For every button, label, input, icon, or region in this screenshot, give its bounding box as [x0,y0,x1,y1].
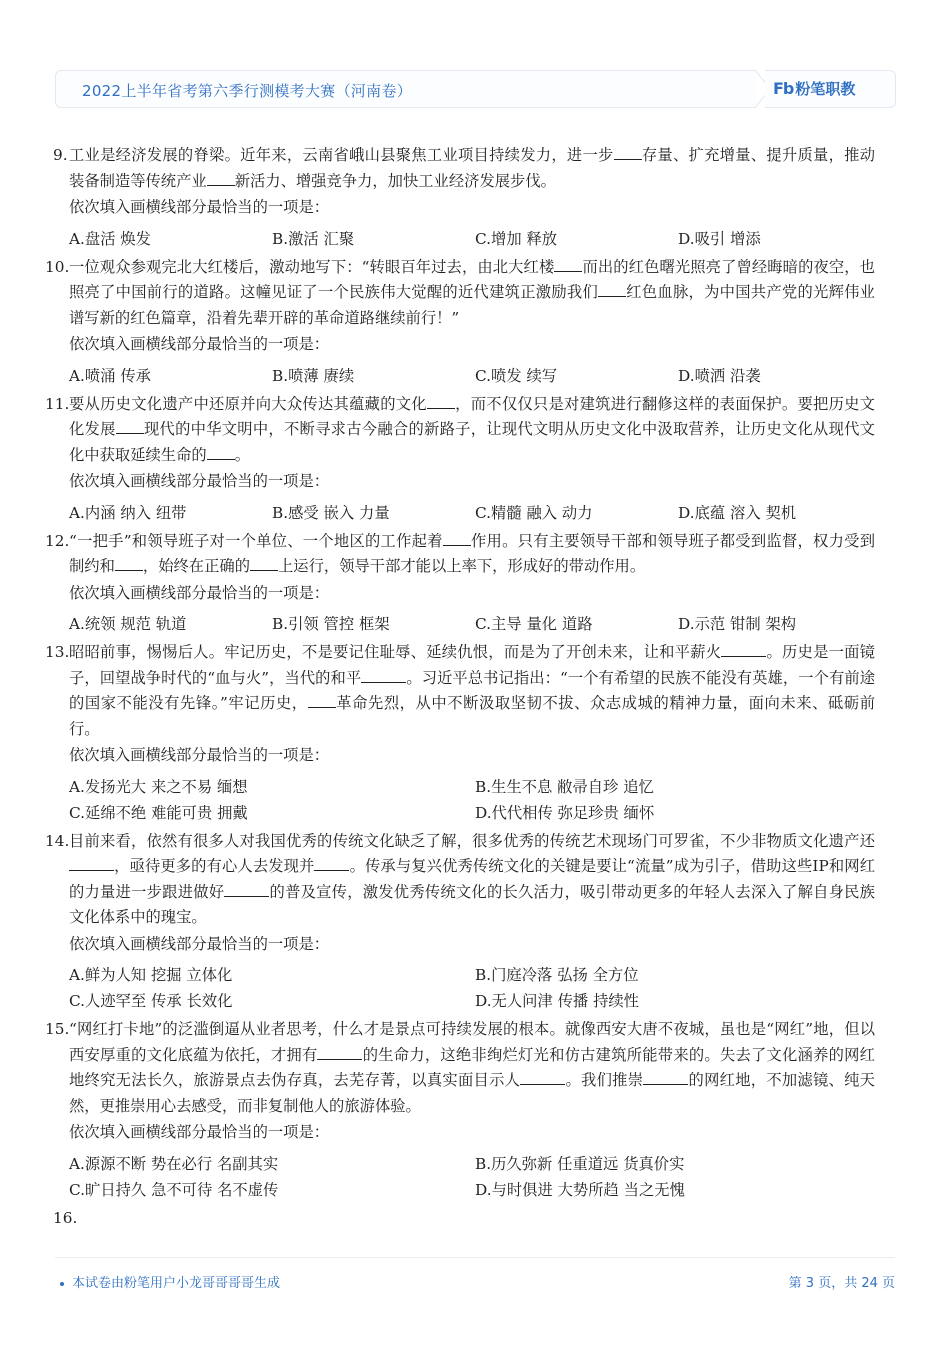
blank-line [207,171,235,186]
blank-line [598,282,626,297]
question-12 [45,529,875,638]
question-stem: 14. 目前来看，依然有很多人对我国优秀的传统文化缺乏了解，很多优秀的传统艺术现场门可罗雀，不少非物质文化遗产还，亟待更多的有心人去发现并 。传承与复兴优秀传统文化的关键是要让“流量”成为引子，借助这些IP和网红的力量进一步跟进做好 的普及宣传，激发优秀传统文化的长久活力，吸引带动更多的年轻人去深入了解自身民族文化体系中的瑰宝。 [45,829,875,931]
option-a[interactable]: A.内涵 纳入 纽带 [69,503,187,522]
question-prompt: 依次填入画横线部分最恰当的一项是： [69,198,330,216]
blank-line [69,856,114,871]
option-d[interactable]: D.喷洒 沿袭 [678,366,761,385]
fenbi-logo-icon: Fb [773,79,794,98]
option-b[interactable]: B.激活 汇聚 [272,229,355,248]
question-stem: 10. 一位观众参观完北大红楼后，激动地写下：“转眼百年过去，由北大红楼 而出的红色曙光照亮了曾经晦暗的夜空，也照亮了中国前行的道路。这幢见证了一个民族伟大觉醒的近代建筑正激励我们 红色血脉，为中国共产党的光辉伟业谱写新的红色篇章，沿着先辈开辟的革命道路继续前行！” [45,255,875,332]
option-d[interactable]: D.无人问津 传播 持续性 [475,992,639,1010]
question-15 [45,1017,875,1203]
option-b[interactable]: B.门庭冷落 弘扬 全方位 [475,966,639,984]
question-13 [45,640,875,826]
option-d[interactable]: D.示范 钳制 架构 [678,615,797,633]
bullet-dot-icon [60,1282,64,1286]
question-stem: 12. “一把手”和领导班子对一个单位、一个地区的工作起着 作用。只有主要领导干部和领导班子都受到监督，权力受到制约和 ，始终在正确的 上运行，领导干部才能以上率下，形成好的带动作用。 [45,529,875,580]
option-a[interactable]: A.鲜为人知 挖掘 立体化 [69,966,233,984]
blank-line [443,531,471,546]
question-prompt: 依次填入画横线部分最恰当的一项是： [69,583,330,602]
option-c[interactable]: C.主导 量化 道路 [475,615,593,633]
option-b[interactable]: B.生生不息 敝帚自珍 追忆 [475,777,654,796]
question-14 [45,829,875,1015]
blank-line [314,856,349,871]
question-16 [45,1206,875,1232]
exam-title: 2022上半年省考第六季行测模考大赛（河南卷） [82,82,413,100]
option-list [45,611,875,637]
blank-line [614,145,642,160]
option-list [45,363,875,389]
option-c[interactable]: C.旷日持久 急不可待 名不虚传 [69,1180,279,1199]
option-a[interactable]: A.喷涌 传承 [69,366,151,385]
logo-text: 粉笔职教 [795,80,856,98]
question-prompt: 依次填入画横线部分最恰当的一项是： [69,1123,330,1141]
option-c[interactable]: C.增加 释放 [475,229,558,248]
blank-line [224,882,269,897]
question-number: 16. [53,1208,78,1227]
option-b[interactable]: B.历久弥新 任重道远 货真价实 [475,1154,685,1173]
question-number: 11. [45,394,70,413]
option-c[interactable]: C.精髓 融入 动力 [475,503,593,522]
option-b[interactable]: B.感受 嵌入 力量 [272,503,390,522]
page-indicator: 第 3 页，共 24 页 [788,1276,895,1291]
option-b[interactable]: B.引领 管控 框架 [272,615,390,633]
option-list [45,226,875,252]
option-d[interactable]: D.底蕴 溶入 契机 [678,503,797,522]
footer-generated-note: 本试卷由粉笔用户小龙哥哥哥哥生成 [60,1272,280,1291]
question-9 [45,143,875,252]
question-prompt: 依次填入画横线部分最恰当的一项是： [69,746,330,764]
option-d[interactable]: D.吸引 增添 [678,229,761,248]
question-number: 10. [45,257,70,276]
option-a[interactable]: A.统领 规范 轨道 [69,615,187,633]
blank-line [361,668,406,683]
option-list [45,500,875,526]
question-stem: 9. 工业是经济发展的脊梁。近年来，云南省峨山县聚焦工业项目持续发力，进一步 存量、扩充增量、提升质量，推动装备制造等传统产业 新活力、增强竞争力，加快工业经济发展步伐。 [45,143,875,194]
option-list [45,774,875,826]
fenbi-logo [773,78,855,99]
question-number: 12. [45,531,70,550]
option-b[interactable]: B.喷薄 赓续 [272,366,355,385]
option-d[interactable]: D.与时俱进 大势所趋 当之无愧 [475,1180,685,1199]
question-number: 9. [53,146,68,164]
question-prompt: 依次填入画横线部分最恰当的一项是： [69,472,330,490]
blank-line [207,445,235,460]
option-c[interactable]: C.人迹罕至 传承 长效化 [69,992,233,1010]
blank-line [115,556,143,571]
question-10 [45,255,875,389]
question-prompt: 依次填入画横线部分最恰当的一项是： [69,934,330,953]
question-number: 14. [45,831,70,850]
option-list [45,1151,875,1203]
footer-divider [55,1257,895,1258]
option-a[interactable]: A.源源不断 势在必行 名副其实 [69,1154,279,1173]
option-list [45,962,875,1014]
question-prompt: 依次填入画横线部分最恰当的一项是： [69,335,330,353]
blank-line [308,693,336,708]
header-banner [55,70,895,108]
option-c[interactable]: C.喷发 续写 [475,366,558,385]
option-d[interactable]: D.代代相传 弥足珍贵 缅怀 [475,803,655,822]
blank-line [520,1070,565,1085]
question-stem: 15. “网红打卡地”的泛滥倒逼从业者思考，什么才是景点可持续发展的根本。就像西安大唐不夜城，虽也是“网红”地，但以西安厚重的文化底蕴为依托，才拥有 的生命力，这绝非绚烂灯光和仿古建筑所能带来的。失去了文化涵养的网红地终究无法长久，旅游景点去伪存真，去芜存菁，以真实面目示人 。我们推崇 的网红地，不加滤镜、纯天然，更推崇用心去感受，而非复制他人的旅游体验。 [45,1017,875,1119]
option-c[interactable]: C.延绵不绝 难能可贵 拥戴 [69,803,248,822]
blank-line [554,257,582,272]
blank-line [643,1070,688,1085]
question-stem: 11. 要从历史文化遗产中还原并向大众传达其蕴藏的文化 ，而不仅仅只是对建筑进行翻修这样的表面保护。要把历史文化发展 现代的中华文明中，不断寻求古今融合的新路子，让现代文明从历史文化中汲取营养，让历史文化从现代文化中获取延续生命的 。 [45,392,875,469]
blank-line [427,394,455,409]
blank-line [250,556,278,571]
question-stem: 13. 昭昭前事，惕惕后人。牢记历史，不是要记住耻辱、延续仇恨，而是为了开创未来，让和平薪火 。历史是一面镜子，回望战争时代的“血与火”，当代的和平 。习近平总书记指出：“一个有希望的民族不能没有英雄，一个有前途的国家不能没有先锋。”牢记历史， 革命先烈，从中不断汲取坚韧不拔、众志成城的精神力量，面向未来、砥砺前行。 [45,640,875,742]
option-a[interactable]: A.发扬光大 来之不易 缅想 [69,777,248,796]
blank-line [317,1045,362,1060]
question-number: 15. [45,1020,70,1038]
question-11 [45,392,875,526]
blank-line [721,642,766,657]
question-list [45,143,875,1231]
option-a[interactable]: A.盘活 焕发 [69,229,151,248]
blank-line [116,419,144,434]
question-number: 13. [45,643,70,661]
question-stem [45,1206,875,1232]
header-title-box [55,70,756,108]
